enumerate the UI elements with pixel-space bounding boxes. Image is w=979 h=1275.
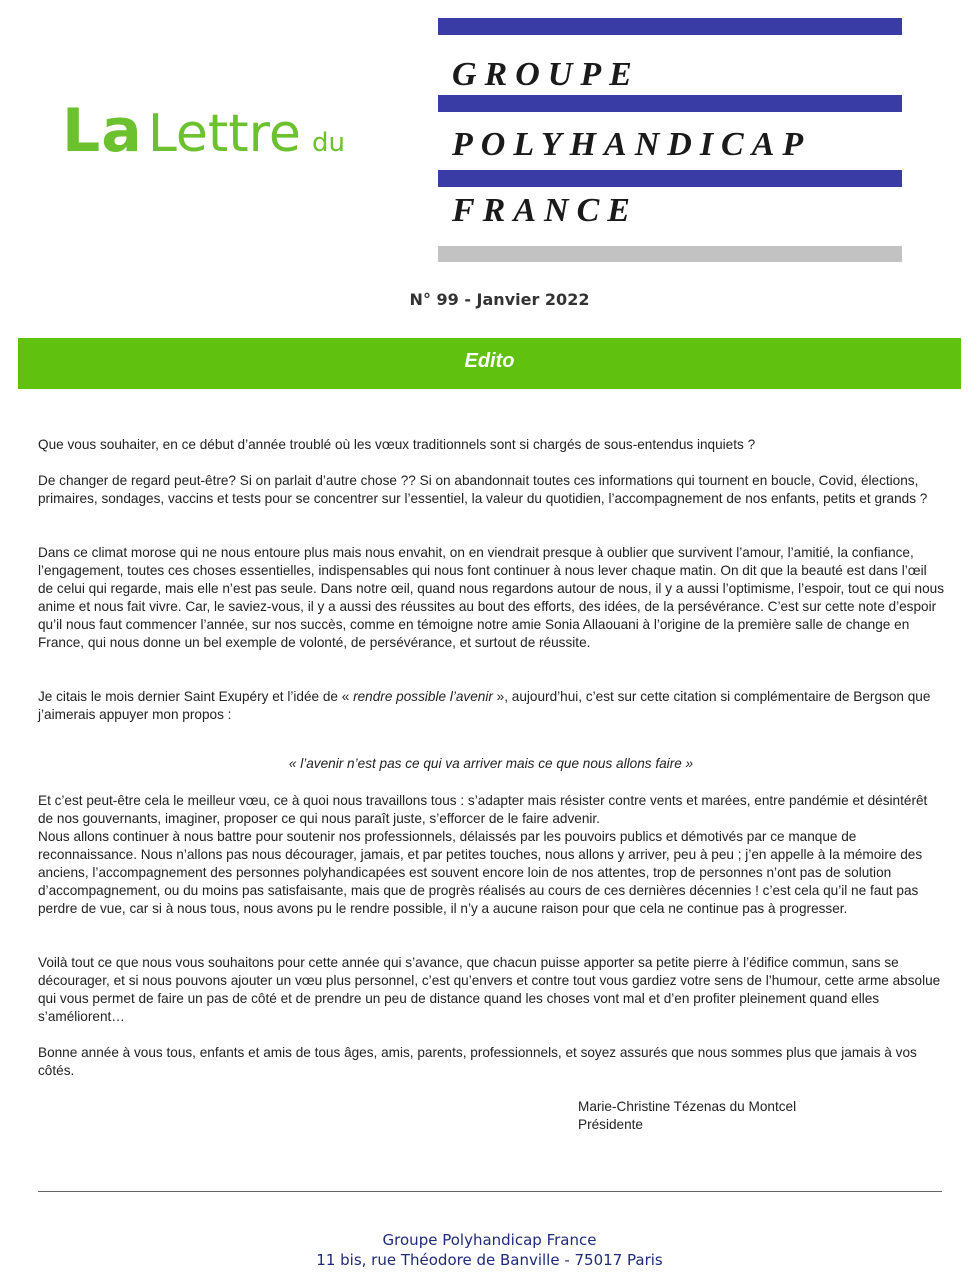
paragraph-citation bbox=[38, 688, 944, 724]
paragraph-3: Dans ce climat morose qui ne nous entoure plus mais nous envahit, on en viendrait presque à oublier que survivent l’amour, l’amitié, la confiance, l’engagement, toutes ces choses essentielles, indispensables qui nous font continuer à nous lever chaque matin. On dit que la beauté est dans l’œil de celui qui regarde, mais elle n’est pas seule. Dans notre œil, quand nous regardons autour de nous, il y a aussi l’optimisme, l’espoir, tout ce qui nous anime et nous fait vivre. Car, le saviez-vous, il y a aussi des réussites au bout des efforts, des idées, de la persévérance. C’est sur cette note d’espoir qu’il nous faut commencer l’année, sur nos succès, comme en témoigne notre amie Sonia Allaouani à l’origine de la première salle de change en France, qui nous donne un bel exemple de volonté, de persévérance, et surtout de réussite. bbox=[38, 545, 944, 650]
logo-bar-top bbox=[438, 18, 902, 35]
paragraph-1: Que vous souhaiter, en ce début d’année troublé où les vœux traditionnels sont si chargés de sous-entendus inquiets ? bbox=[38, 437, 756, 452]
logo-bar-lower bbox=[438, 170, 902, 187]
bergson-quote: « l’avenir n’est pas ce qui va arriver mais ce que nous allons faire » bbox=[288, 756, 694, 771]
newsletter-title bbox=[62, 96, 345, 166]
logo-word-groupe: GROUPE bbox=[452, 56, 640, 93]
logo-word-france: FRANCE bbox=[452, 192, 638, 229]
signature bbox=[578, 1098, 796, 1134]
section-header bbox=[18, 338, 961, 389]
signature-name: Marie-Christine Tézenas du Montcel bbox=[578, 1099, 797, 1114]
paragraph-4: Et c’est peut-être cela le meilleur vœu, ce à quoi nous travaillons tous : s’adapter mais résister contre vents et marées, entre pandémie et désintérêt de nos gouvernants, imaginer, proposer ce qui nous paraît juste, s’efforcer de le faire advenir. bbox=[38, 793, 928, 826]
title-lettre: Lettre bbox=[147, 104, 301, 164]
section-title: Edito bbox=[464, 350, 515, 372]
footer bbox=[0, 1230, 979, 1270]
gpf-logo bbox=[438, 18, 904, 264]
logo-bar-bottom bbox=[438, 246, 902, 262]
footer-divider bbox=[38, 1191, 942, 1192]
title-du: du bbox=[311, 128, 345, 158]
paragraph-2: De changer de regard peut-être? Si on parlait d’autre chose ?? Si on abandonnait toutes ces informations qui tournent en boucle, Covid, élections, primaires, sondages, vaccins et tests pour se concentrer sur l’essentiel, la valeur du quotidien, l’accompagnement de nos enfants, petits et grands ? bbox=[38, 473, 928, 506]
title-la: La bbox=[62, 96, 143, 166]
paragraph-7: Bonne année à vous tous, enfants et amis de tous âges, amis, parents, professionnels, et soyez assurés que nous sommes plus que jamais à vos côtés. bbox=[38, 1045, 917, 1078]
logo-bar-middle bbox=[438, 95, 902, 112]
logo-word-polyhandicap: POLYHANDICAP bbox=[452, 126, 812, 163]
citation-italic: rendre possible l’avenir bbox=[353, 689, 493, 704]
paragraph-6: Voilà tout ce que nous vous souhaitons pour cette année qui s’avance, que chacun puisse apporter sa petite pierre à l’édifice commun, sans se décourager, et si nous pouvons ajouter un vœu plus personnel, c’est qu’envers et contre tout vous gardiez votre sens de l’humour, cette arme absolue qui vous permet de faire un pas de côté et de prendre un peu de distance quand les choses vont mal et d’en profiter pleinement quand elles s’améliorent… bbox=[38, 955, 941, 1024]
paragraph-5: Nous allons continuer à nous battre pour soutenir nos professionnels, délaissés par les pouvoirs publics et démotivés par ce manque de reconnaissance. Nous n’allons pas nous décourager, jamais, et par petites touches, nous allons y arriver, peu à peu ; j’en appelle à la mémoire des anciens, l’accompagnement des personnes polyhandicapées est souvent encore loin de nos attentes, trop de personnes n’ont pas de solution d’accompagnement, ou du moins pas satisfaisante, mais que de progrès réalisés au cours de ces dernières décennies ! c’est cela qu’il ne faut pas perdre de vue, car si à nous tous, nous avons pu le rendre possible, il n’y a aucune raison pour que cela ne continue pas à progresser. bbox=[38, 829, 923, 916]
signature-role: Présidente bbox=[578, 1117, 643, 1132]
issue-number: N° 99 - Janvier 2022 bbox=[409, 290, 590, 309]
citation-before: Je citais le mois dernier Saint Exupéry et l’idée de « bbox=[38, 689, 354, 704]
footer-address: 11 bis, rue Théodore de Banville - 75017 Paris bbox=[316, 1251, 663, 1269]
footer-org: Groupe Polyhandicap France bbox=[382, 1231, 597, 1249]
citation-after: », aujourd’hui, c’est sur cette citation si complémentaire de Bergson que j’aimerais appuyer mon propos : bbox=[38, 689, 931, 722]
